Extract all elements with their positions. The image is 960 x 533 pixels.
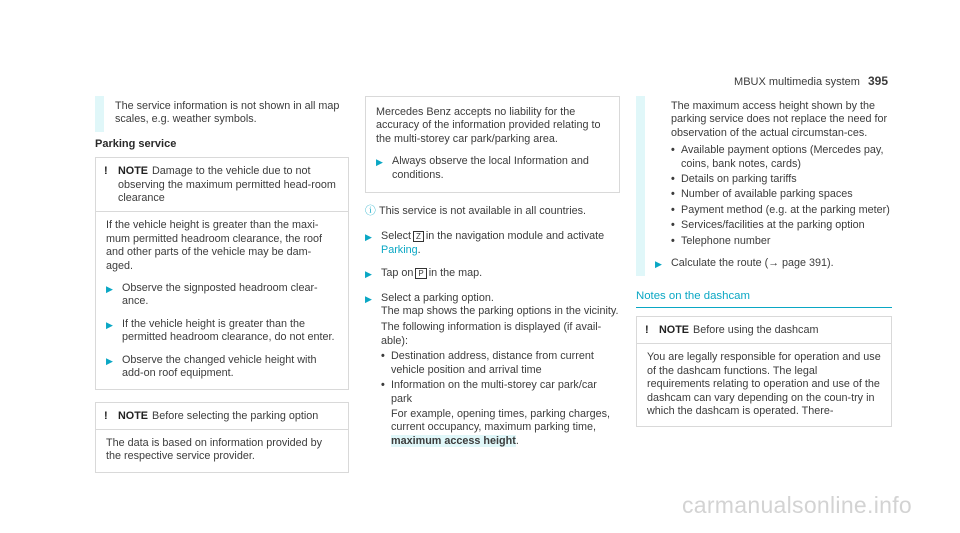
bullet-icon: • xyxy=(671,188,675,201)
arrow-icon: ▶ xyxy=(106,355,113,366)
example-highlight: maximum access height xyxy=(391,434,516,447)
list-item xyxy=(671,219,892,232)
arrow-icon: ▶ xyxy=(655,259,662,270)
liability-text: Mercedes Benz accepts no liability for the accuracy of the information provided relating to the multi-storey car park/parking area. xyxy=(376,106,601,145)
max-height-block xyxy=(636,96,892,276)
bullet-icon: • xyxy=(671,144,675,157)
arrow-icon: ▶ xyxy=(376,157,383,168)
info-text: This service is not available in all countries. xyxy=(379,205,587,218)
list-item-text: Number of available parking spaces xyxy=(681,188,853,201)
example-end: . xyxy=(515,434,519,447)
example-text xyxy=(381,408,620,448)
step-select-option-info: The following information is displayed (if avail-able): xyxy=(381,321,602,347)
list-item xyxy=(381,350,620,377)
list-item xyxy=(671,144,892,171)
step-item xyxy=(376,155,609,182)
example-pre: For example, opening times, parking charges, current occupancy, maximum parking time, xyxy=(391,407,611,434)
navigation-menu-icon: Z xyxy=(413,231,424,242)
bullet-icon: • xyxy=(381,350,385,363)
note-headroom-title-wrap xyxy=(118,165,340,205)
note-dashcam-header xyxy=(637,317,891,343)
step-tap-pre: Tap on xyxy=(381,267,414,280)
watermark: carmanualsonline.info xyxy=(681,492,912,518)
note-before-selecting-title: Before selecting the parking option xyxy=(152,409,319,422)
step-text: Calculate the route (→ page 391). xyxy=(671,257,834,270)
bullet-icon: • xyxy=(671,173,675,186)
warning-icon: ! xyxy=(104,165,108,178)
step-text: If the vehicle height is greater than the permitted headroom clearance, do not enter. xyxy=(122,317,335,344)
step-select-option-content xyxy=(381,292,620,448)
note-headroom xyxy=(95,157,349,389)
step-tap-text xyxy=(381,267,482,281)
bullet-icon: • xyxy=(381,379,385,392)
parking-service-heading: Parking service xyxy=(95,137,177,150)
arrow-icon: ▶ xyxy=(365,293,372,304)
list-item xyxy=(671,188,892,201)
info-item xyxy=(365,205,620,218)
liability-box xyxy=(365,96,620,193)
list-item xyxy=(671,235,892,248)
note-before-selecting xyxy=(95,402,349,473)
list-item-text: Payment method (e.g. at the parking meter) xyxy=(681,203,890,216)
note-label: NOTE xyxy=(118,165,148,178)
step-select-mid: in the navigation module and activate xyxy=(425,230,605,243)
warning-icon: ! xyxy=(645,323,649,336)
step-tap xyxy=(365,267,620,281)
list-item-text: Details on parking tariffs xyxy=(681,173,797,186)
step-text: Always observe the local Information and conditions. xyxy=(392,155,589,181)
note-before-selecting-body: The data is based on information provided by the respective service provider. xyxy=(96,429,348,472)
step-item xyxy=(106,354,338,381)
note-headroom-body xyxy=(96,211,348,388)
step-item xyxy=(106,282,338,309)
list-item-text: Destination address, distance from current vehicle position and arrival time xyxy=(391,350,594,376)
step-select-text xyxy=(381,230,620,257)
note-dashcam-title: Before using the dashcam xyxy=(693,323,819,336)
bullet-icon: • xyxy=(671,234,675,247)
note-before-selecting-header xyxy=(96,403,348,429)
step-select-end: . xyxy=(417,243,421,256)
arrow-icon: ▶ xyxy=(106,284,113,295)
note-label: NOTE xyxy=(659,323,689,336)
intro-text: The service information is not shown in all map scales, e.g. weather symbols. xyxy=(115,100,340,126)
list-item-text: Available payment options (Mercedes pay, coins, bank notes, cards) xyxy=(681,144,884,170)
info-icon: ⓘ xyxy=(365,205,376,218)
step-item xyxy=(106,318,338,345)
list-item xyxy=(671,173,892,186)
step-tap-end: in the map. xyxy=(428,267,483,280)
note-dashcam xyxy=(636,316,892,427)
column-1 xyxy=(95,96,349,473)
warning-icon: ! xyxy=(104,409,108,422)
note-label: NOTE xyxy=(118,409,148,422)
dashcam-section-title: Notes on the dashcam xyxy=(636,290,892,307)
bullet-icon: • xyxy=(671,203,675,216)
step-select-option-text: Select a parking option. xyxy=(381,291,494,304)
note-dashcam-title-wrap xyxy=(659,324,818,337)
note-headroom-title: Damage to the vehicle due to not observing the maximum permitted head-room clearance xyxy=(118,165,336,205)
bullet-icon: • xyxy=(671,219,675,232)
step-select xyxy=(365,230,620,257)
page-number: 395 xyxy=(867,74,888,88)
step-select-pre: Select xyxy=(381,230,412,243)
parking-link: Parking xyxy=(381,243,418,256)
column-2 xyxy=(365,96,620,448)
arrow-icon: ▶ xyxy=(106,319,113,330)
list-item xyxy=(671,204,892,217)
step-select-option-desc: The map shows the parking options in the vicinity. xyxy=(381,305,619,318)
arrow-icon: ▶ xyxy=(365,232,372,243)
parking-symbol-icon: P xyxy=(415,268,426,279)
page-header xyxy=(734,74,888,88)
arrow-icon: ▶ xyxy=(365,269,372,280)
step-text: Observe the changed vehicle height with add-on roof equipment. xyxy=(122,353,317,380)
list-item-text: Telephone number xyxy=(681,234,771,247)
note-before-selecting-title-wrap xyxy=(118,410,318,423)
intro-block xyxy=(95,96,349,132)
column-3 xyxy=(636,96,892,427)
header-title: MBUX multimedia system xyxy=(734,76,860,88)
list-item-text: Information on the multi-storey car park/car park xyxy=(391,379,597,405)
step-item xyxy=(655,257,892,271)
step-select-option xyxy=(365,292,620,448)
note-headroom-text: If the vehicle height is greater than the maxi-mum permitted headroom clearance, the roof and other parts of the vehicle may be dam-aged. xyxy=(106,219,323,272)
list-item xyxy=(381,379,620,406)
step-text: Observe the signposted headroom clear-ance. xyxy=(122,282,318,308)
max-height-text: The maximum access height shown by the parking service does not replace the need for observation of the actual circumstan-ces. xyxy=(671,100,888,139)
note-dashcam-body: You are legally responsible for operation and use of the dashcam functions. The legal requirements relating to operation and use of the dashcam can vary depending on the coun-try in which the dashcam is operated. There- xyxy=(637,343,891,426)
list-item-text: Services/facilities at the parking option xyxy=(681,219,865,232)
note-headroom-header xyxy=(96,158,348,211)
